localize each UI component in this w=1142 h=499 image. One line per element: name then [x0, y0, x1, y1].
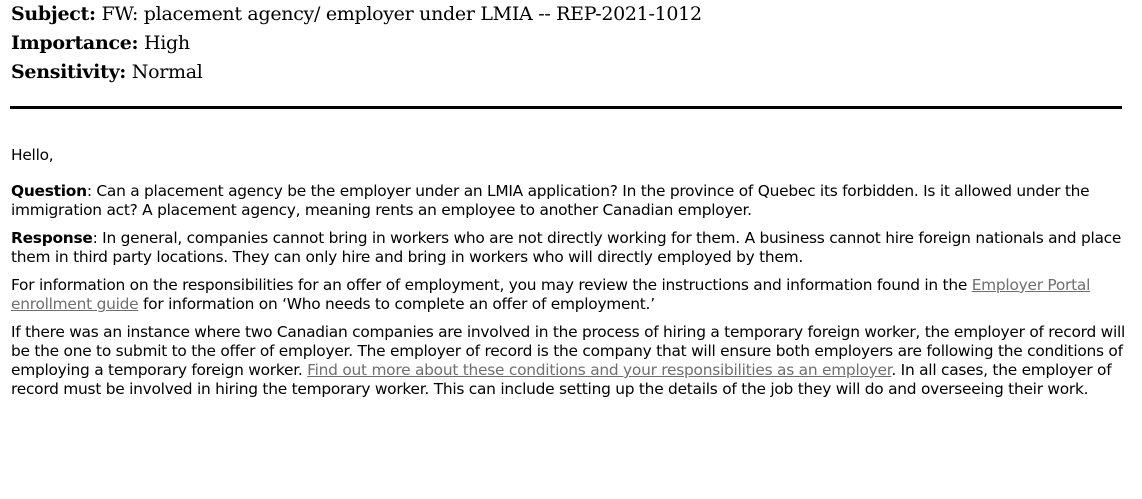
question-label: Question: [11, 182, 87, 200]
email-header: [11, 0, 702, 87]
importance-value: High: [143, 32, 190, 54]
importance-label: Importance:: [11, 32, 139, 54]
instance-text-before: If there was an instance where two Canadian companies are involved in the process of hiring a temporary foreign worker, the employer of record will be the one to submit to the offer of employer. The employer of record is the company that will ensure both employers are following the conditions of employing a temporary foreign worker.: [11, 323, 1126, 379]
info-text-after: for information on ‘Who needs to complete an offer of employment.’: [138, 295, 655, 313]
greeting: Hello,: [11, 146, 54, 164]
subject-value: FW: placement agency/ employer under LMIA -- REP-2021-1012: [101, 3, 702, 25]
info-paragraph: [11, 276, 1126, 314]
response-paragraph: [11, 229, 1126, 267]
subject-label: Subject:: [11, 3, 96, 25]
response-text: : In general, companies cannot bring in workers who are not directly working for them. A business cannot hire foreign nationals and place them in third party locations. They can only hire and bring in workers who will directly employed by them.: [11, 229, 1122, 266]
sensitivity-value: Normal: [131, 61, 203, 83]
response-label: Response: [11, 229, 93, 247]
importance-line: [11, 29, 702, 58]
sensitivity-label: Sensitivity:: [11, 61, 127, 83]
email-body: [11, 146, 1126, 408]
sensitivity-line: [11, 58, 702, 87]
question-paragraph: [11, 182, 1126, 220]
instance-text-after: . In all cases, the employer of record must be involved in hiring the temporary worker. This can include setting up the details of the job they will do and overseeing their work.: [11, 361, 1112, 398]
employer-portal-guide-link[interactable]: Employer Portal enrollment guide: [11, 276, 1091, 313]
question-text: : Can a placement agency be the employer under an LMIA application? In the province of Quebec its forbidden. Is it allowed under the immigration act? A placement agency, meaning rents an employee to another Canadian employer.: [11, 182, 1090, 219]
conditions-responsibilities-link[interactable]: Find out more about these conditions and your responsibilities as an employer: [307, 361, 892, 379]
instance-paragraph: [11, 323, 1126, 399]
subject-line: [11, 0, 702, 29]
info-text-before: For information on the responsibilities for an offer of employment, you may review the instructions and information found in the: [11, 276, 972, 294]
header-divider: [10, 106, 1122, 109]
